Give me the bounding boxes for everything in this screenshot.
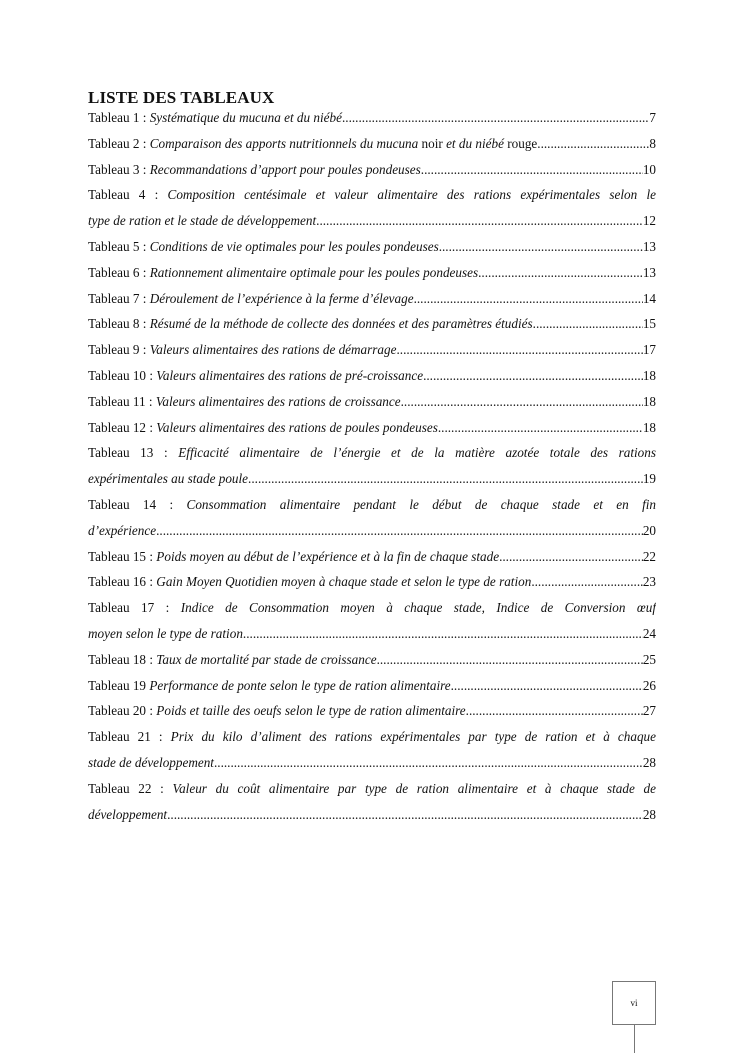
table-caption: Poids moyen au début de l’expérience et à la fin de chaque stade [156,548,500,564]
toc-entry-text [88,105,342,131]
table-caption: noir [418,135,447,151]
table-label: Tableau 2 : [88,135,150,151]
table-caption: rouge [503,135,538,151]
toc-page-number: 18 [642,393,656,409]
toc-entry-text [88,337,396,363]
toc-entry[interactable] [88,595,656,647]
table-label: Tableau 10 : [88,367,157,383]
toc-entry-text [88,802,167,828]
toc-entry-text [88,131,537,157]
dot-leader [316,208,643,234]
table-caption: moyen selon le type de ration [88,625,243,641]
toc-entry-text [88,415,438,441]
toc-entry-line [88,802,656,828]
toc-entry-line [88,518,656,544]
toc-page-number: 18 [642,419,656,435]
toc-entry-line [88,776,656,802]
table-caption: et du niébé [446,135,504,151]
toc-entry-line [88,105,656,131]
table-caption: Valeur du coût alimentaire par type de ration alimentaire et à chaque stade de [172,780,656,796]
table-label: Tableau 3 : [88,161,150,177]
toc-page-number: 23 [642,574,656,590]
table-caption: Performance de ponte selon le type de ration alimentaire [149,677,451,693]
toc-entry[interactable] [88,311,656,337]
toc-entry[interactable] [88,440,656,492]
table-label: Tableau 19 [88,677,150,693]
dot-leader [214,750,643,776]
table-label: Tableau 18 : [88,651,157,667]
dot-leader [499,544,643,570]
toc-entry-line [88,492,656,518]
toc-entry-line [88,440,656,466]
table-label: Tableau 11 : [88,393,156,409]
toc-page-number: 10 [642,161,656,177]
toc-entry[interactable] [88,698,656,724]
dot-leader [421,157,643,183]
toc-entry-text [88,729,656,744]
toc-page-number: 7 [649,110,656,125]
toc-entry-text [88,497,656,512]
toc-entry[interactable] [88,415,656,441]
table-caption: Valeurs alimentaires des rations de pré-croissance [156,367,424,383]
toc-entry[interactable] [88,363,656,389]
toc-entry-text [88,389,401,415]
toc-entry-line [88,569,656,595]
toc-page-number: 20 [642,522,656,538]
toc-entry[interactable] [88,260,656,286]
table-caption: Rationnement alimentaire optimale pour les poules pondeuses [149,264,479,280]
table-caption: Déroulement de l’expérience à la ferme d’élevage [149,290,414,306]
toc-page-number: 15 [642,316,656,332]
toc-entry-text [88,569,531,595]
table-caption: Taux de mortalité par stade de croissance [156,651,377,667]
toc-entry-text [88,750,214,776]
toc-entry-text [88,286,414,312]
page-number: vi [630,998,638,1008]
toc-entry-text [88,621,243,647]
toc-entry-text [88,445,656,460]
dot-leader [439,234,643,260]
table-label: Tableau 16 : [88,574,157,590]
toc-entry-line [88,260,656,286]
toc-entry-text [88,311,533,337]
table-list [88,105,656,827]
table-caption: Gain Moyen Quotidien moyen à chaque stade et selon le type de ration [156,574,532,590]
toc-entry[interactable] [88,492,656,544]
dot-leader [243,621,643,647]
dot-leader [451,673,643,699]
table-caption: Prix du kilo d’aliment des rations expérimentales par type de ration et à chaque [170,729,656,745]
toc-entry-line [88,208,656,234]
table-label: Tableau 21 : [88,729,171,745]
toc-entry-text [88,363,423,389]
toc-entry-line [88,750,656,776]
dot-leader [466,698,643,724]
toc-page-number: 24 [642,625,656,641]
table-caption: Recommandations d’apport pour poules pondeuses [149,161,421,177]
table-label: Tableau 7 : [88,290,150,306]
table-caption: Efficacité alimentaire de l’énergie et de la matière azotée totale des rations [178,445,656,461]
toc-page-number: 13 [642,238,656,254]
toc-entry-line [88,698,656,724]
toc-entry-line [88,337,656,363]
table-caption: Systématique du mucuna et du niébé [149,110,342,125]
toc-page-number: 13 [642,264,656,280]
table-caption: Consommation alimentaire pendant le début de chaque stade et en fin [186,496,656,512]
table-caption: Valeurs alimentaires des rations de poules pondeuses [156,419,438,435]
dot-leader [537,131,649,157]
toc-entry[interactable] [88,234,656,260]
table-label: Tableau 20 : [88,703,157,719]
toc-entry-line [88,724,656,750]
table-label: Tableau 9 : [88,342,150,358]
dot-leader [438,415,643,441]
dot-leader [401,389,643,415]
dot-leader [414,286,643,312]
table-caption: stade de développement [88,754,214,770]
toc-entry-text [88,187,656,202]
toc-page-number: 26 [642,677,656,693]
dot-leader [531,569,643,595]
toc-entry[interactable] [88,105,656,131]
table-label: Tableau 5 : [88,238,150,254]
toc-entry[interactable] [88,647,656,673]
toc-entry[interactable] [88,182,656,234]
table-caption: Valeurs alimentaires des rations de démarrage [149,342,397,358]
dot-leader [377,647,643,673]
toc-entry[interactable] [88,544,656,570]
toc-page-number: 14 [642,290,656,306]
toc-page-number: 18 [642,367,656,383]
toc-entry-text [88,673,451,699]
dot-leader [342,105,649,131]
toc-page-number: 22 [642,548,656,564]
toc-page-number: 12 [642,213,656,229]
toc-entry-line [88,647,656,673]
table-label: Tableau 1 : [88,110,150,125]
dot-leader [248,466,643,492]
table-caption: Indice de Consommation moyen à chaque stade, Indice de Conversion œuf [180,600,656,616]
toc-entry[interactable] [88,776,656,828]
toc-entry-line [88,234,656,260]
table-caption: Comparaison des apports nutritionnels du mucuna [149,135,419,151]
toc-page-number: 28 [642,754,656,770]
toc-entry[interactable] [88,724,656,776]
toc-entry-line [88,621,656,647]
table-caption: d’expérience [88,522,157,538]
toc-entry-line [88,673,656,699]
table-label: Tableau 22 : [88,780,173,796]
page-number-divider [634,1024,635,1053]
toc-entry-line [88,415,656,441]
toc-entry-text [88,781,656,796]
table-caption: type de ration et le stade de développement [88,213,317,229]
toc-entry-line [88,182,656,208]
toc-entry-line [88,466,656,492]
toc-entry-text [88,466,248,492]
toc-entry-text [88,157,421,183]
table-caption: expérimentales au stade poule [88,471,249,487]
table-label: Tableau 4 : [88,187,168,203]
dot-leader [423,363,643,389]
dot-leader [156,518,643,544]
toc-entry-text [88,208,316,234]
table-label: Tableau 15 : [88,548,157,564]
toc-entry-line [88,544,656,570]
toc-entry-line [88,389,656,415]
toc-entry-text [88,260,478,286]
table-caption: Poids et taille des oeufs selon le type de ration alimentaire [156,703,466,719]
toc-entry-text [88,600,656,615]
toc-entry-line [88,131,656,157]
toc-entry-text [88,518,156,544]
toc-entry[interactable] [88,569,656,595]
toc-entry[interactable] [88,131,656,157]
table-label: Tableau 12 : [88,419,157,435]
table-caption: Conditions de vie optimales pour les poules pondeuses [149,238,439,254]
table-caption: Composition centésimale et valeur alimentaire des rations expérimentales selon le [167,187,656,203]
toc-entry-text [88,698,466,724]
toc-entry-line [88,363,656,389]
table-caption: Valeurs alimentaires des rations de croissance [155,393,401,409]
table-label: Tableau 14 : [88,496,187,512]
table-caption: développement [88,806,168,822]
toc-entry-line [88,311,656,337]
table-label: Tableau 6 : [88,264,150,280]
toc-page-number: 28 [642,806,656,822]
toc-entry-line [88,157,656,183]
toc-entry[interactable] [88,286,656,312]
page-title: LISTE DES TABLEAUX [88,88,275,107]
toc-entry-text [88,647,377,673]
toc-page-number: 8 [649,135,656,151]
toc-entry-line [88,286,656,312]
dot-leader [533,311,643,337]
dot-leader [167,802,643,828]
table-label: Tableau 13 : [88,445,179,461]
toc-page-number: 17 [642,342,656,358]
table-label: Tableau 8 : [88,316,150,332]
toc-entry[interactable] [88,157,656,183]
toc-page-number: 27 [642,703,656,719]
toc-page-number: 19 [642,471,656,487]
toc-entry-text [88,544,499,570]
toc-entry[interactable] [88,673,656,699]
toc-entry[interactable] [88,337,656,363]
dot-leader [396,337,642,363]
toc-page-number: 25 [642,651,656,667]
toc-entry[interactable] [88,389,656,415]
page-number-box [612,981,656,1025]
toc-entry-text [88,234,439,260]
dot-leader [478,260,643,286]
toc-entry-line [88,595,656,621]
table-label: Tableau 17 : [88,600,181,616]
table-caption: Résumé de la méthode de collecte des données et des paramètres étudiés [149,316,533,332]
